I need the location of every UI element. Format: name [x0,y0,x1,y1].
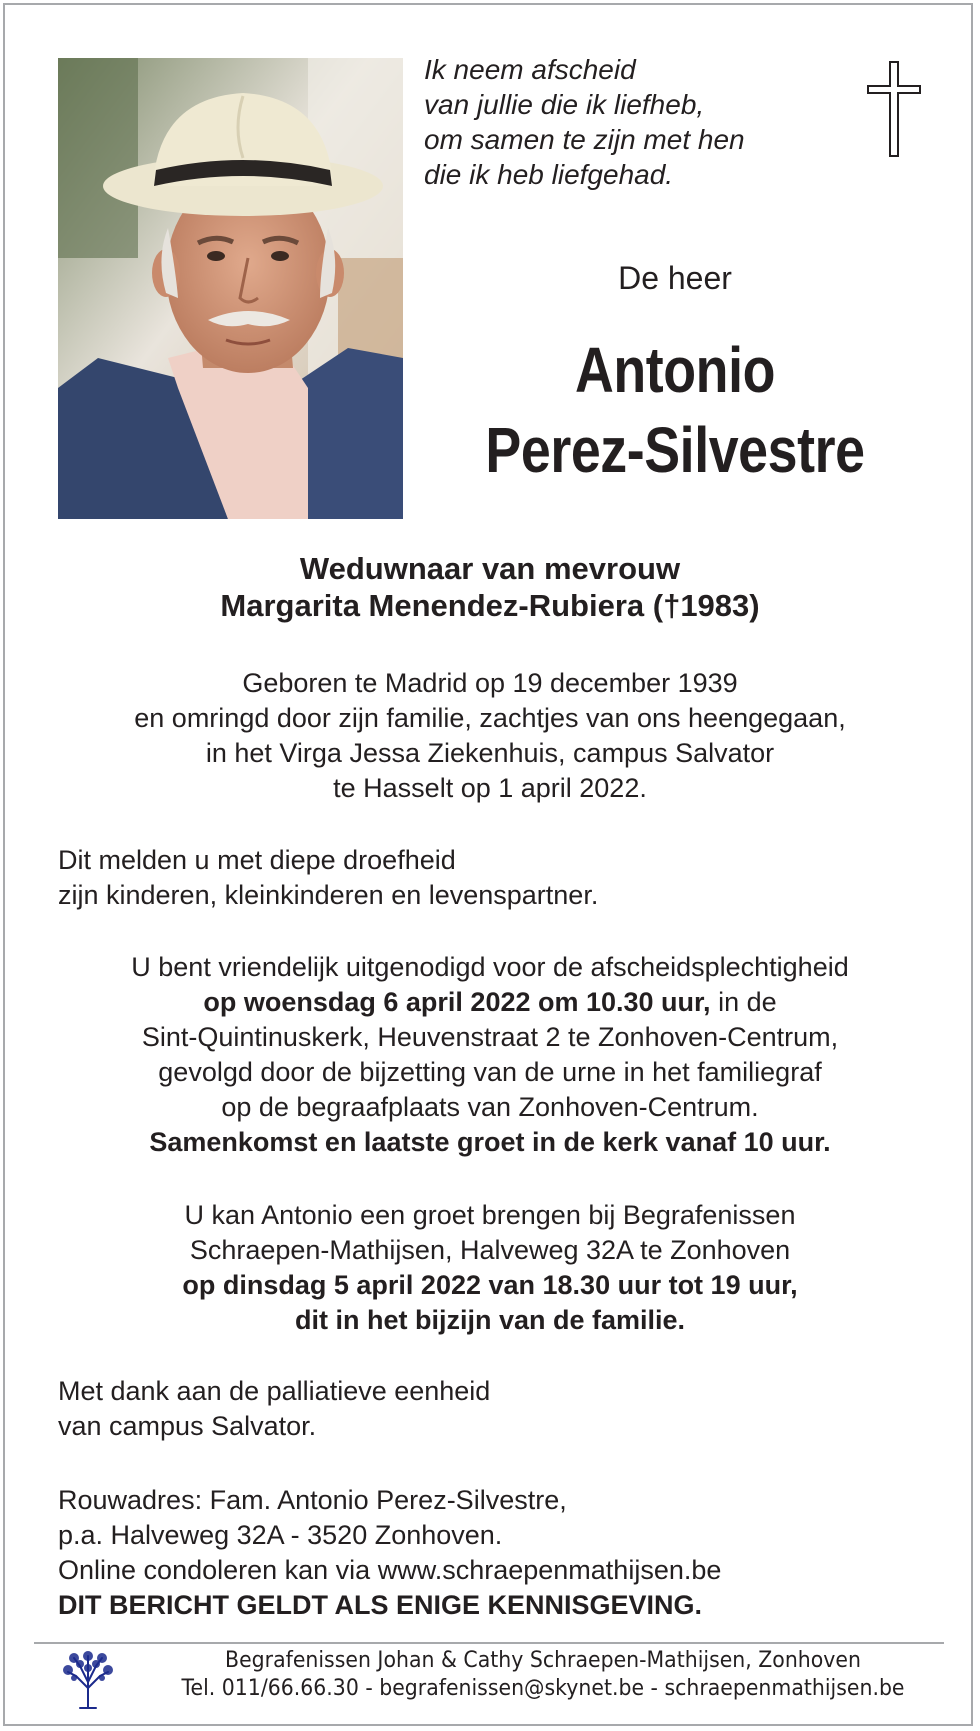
text-line: te Hasselt op 1 april 2022. [333,773,647,803]
portrait-photo [58,58,403,519]
portrait-illustration [58,58,403,519]
footer-contact[interactable]: Tel. 011/66.66.30 - begrafenissen@skynet.be - schraepenmathijsen.be [181,1676,905,1701]
text-line: zijn kinderen, kleinkinderen en levenspartner. [58,880,599,910]
ceremony-date-line [58,985,922,1020]
widower-spouse-line: Margarita Menendez-Rubiera (†1983) [220,588,760,623]
text-line: U kan Antonio een groet brengen bij Begrafenissen [184,1200,796,1230]
thanks-text [58,1374,922,1444]
salutation: De heer [618,260,732,296]
text-line: Met dank aan de palliatieve eenheid [58,1376,491,1406]
text-line: van campus Salvator. [58,1411,317,1441]
text-line: U bent vriendelijk uitgenodigd voor de afscheidsplechtigheid [131,952,849,982]
poem [424,52,745,192]
text-line: p.a. Halveweg 32A - 3520 Zonhoven. [58,1520,503,1550]
text-line: gevolgd door de bijzetting van de urne in het familiegraf [158,1057,822,1087]
text-fragment: in de [710,987,777,1017]
tree-logo-icon [60,1648,116,1710]
widower-line: Weduwnaar van mevrouw [299,551,681,586]
poem-line: van jullie die ik liefheb, [424,89,705,120]
notice-line: DIT BERICHT GELDT ALS ENIGE KENNISGEVING. [58,1590,703,1620]
condolence-link[interactable]: Online condoleren kan via www.schraepenmathijsen.be [58,1555,722,1585]
gathering-line: Samenkomst en laatste groet in de kerk vanaf 10 uur. [149,1127,831,1157]
visitation-text [58,1198,922,1338]
text-line: Schraepen-Mathijsen, Halveweg 32A te Zonhoven [189,1235,791,1265]
deceased-name [478,330,873,490]
funeral-home-footer [148,1647,939,1703]
poem-line: om samen te zijn met hen [424,124,745,155]
text-line: Rouwadres: Fam. Antonio Perez-Silvestre, [58,1485,567,1515]
ceremony-text [58,950,922,1160]
footer-divider [34,1642,944,1644]
text-line: Sint-Quintinuskerk, Heuvenstraat 2 te Zonhoven-Centrum, [141,1022,839,1052]
birth-death-text [58,666,922,806]
poem-line: Ik neem afscheid [424,54,636,85]
poem-line: die ik heb liefgehad. [424,159,674,190]
first-name: Antonio [574,334,776,406]
text-line: op de begraafplaats van Zonhoven-Centrum. [221,1092,759,1122]
text-line: Dit melden u met diepe droefheid [58,845,456,875]
text-line: in het Virga Jessa Ziekenhuis, campus Salvator [205,738,775,768]
text-line: en omringd door zijn familie, zachtjes van ons heengegaan, [134,703,846,733]
widower-notice [58,550,922,624]
announcement-text [58,843,922,913]
last-name: Perez-Silvestre [485,414,865,486]
footer-company: Begrafenissen Johan & Cathy Schraepen-Mathijsen, Zonhoven [225,1648,861,1673]
text-line: Geboren te Madrid op 19 december 1939 [242,668,738,698]
visitation-date: op dinsdag 5 april 2022 van 18.30 uur tot 19 uur, [182,1270,798,1300]
cross-icon [866,60,922,160]
address-text [58,1483,922,1623]
ceremony-date: op woensdag 6 april 2022 om 10.30 uur, [203,987,711,1017]
text-line: dit in het bijzijn van de familie. [294,1305,686,1335]
